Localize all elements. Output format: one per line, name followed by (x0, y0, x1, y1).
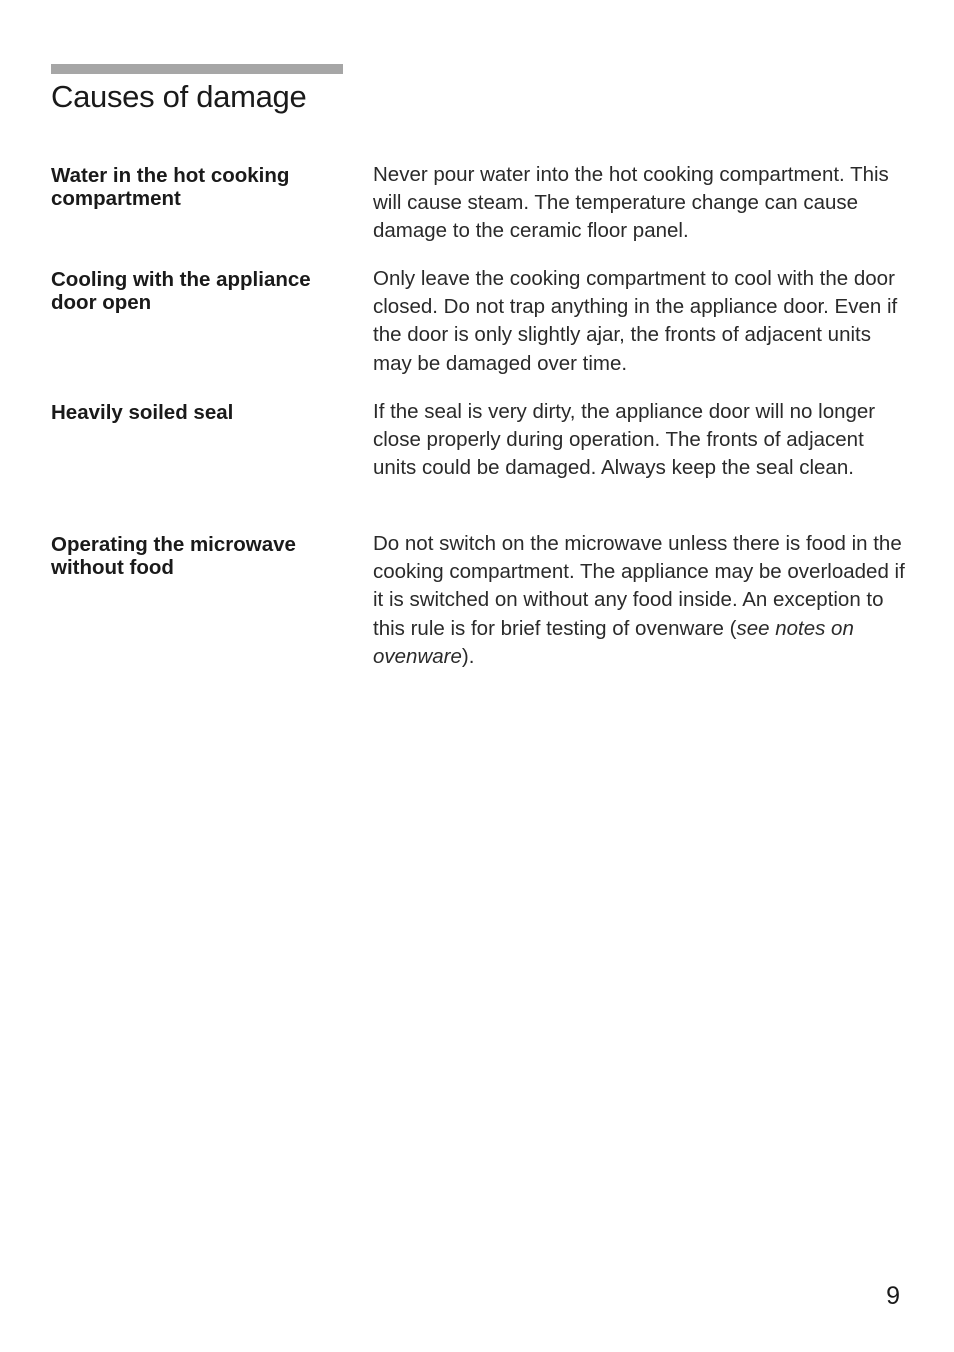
ovenware-notes-reference: see notes on ovenware (373, 616, 854, 668)
page-number: 9 (886, 1282, 900, 1310)
section-body: Only leave the cooking compartment to cool with the door closed. Do not trap anything in the appliance door. Even if the door is only slightly ajar, the fronts of adjacent units may be damaged over time. (373, 267, 898, 375)
body-text: Do not switch on the microwave unless there is food in the cooking compartment. The appliance may be overloaded if it is switched on without any food inside. An exception to this rule is for brief testing of ovenware ( (373, 532, 905, 640)
section-heading: Heavily soiled seal (51, 401, 234, 424)
page-title: Causes of damage (51, 79, 307, 114)
title-rule (51, 64, 343, 74)
section-heading: Operating the microwave without food (51, 533, 296, 579)
section-body: Never pour water into the hot cooking compartment. This will cause steam. The temperature change can cause damage to the ceramic floor panel. (373, 163, 889, 243)
body-text-end: ). (461, 644, 475, 668)
section-body (373, 530, 908, 671)
section-body: If the seal is very dirty, the appliance door will no longer close properly during operation. The fronts of adjacent units could be damaged. Always keep the seal clean. (373, 400, 876, 480)
section-heading: Cooling with the appliance door open (51, 268, 311, 314)
section-heading: Water in the hot cooking compartment (51, 164, 290, 210)
